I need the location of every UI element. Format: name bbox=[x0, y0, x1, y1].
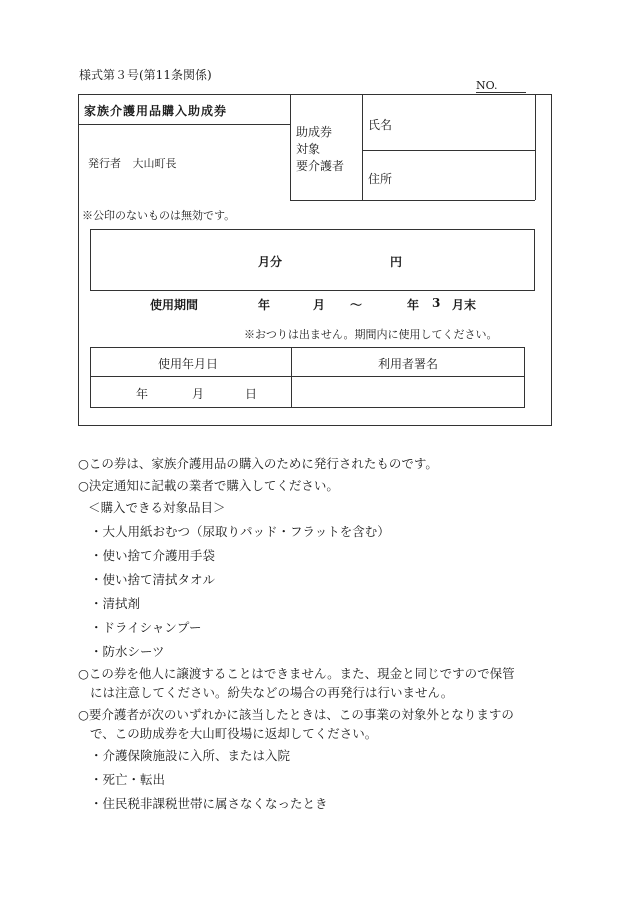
target-label-2: 対象 bbox=[296, 142, 321, 156]
month-label: 月分 bbox=[258, 255, 283, 269]
period-month-num: 3 bbox=[432, 296, 441, 310]
note-4-line-2: で、この助成券を大山町役場に返却してください。 bbox=[90, 726, 378, 741]
list-item: ・清拭剤 bbox=[90, 596, 141, 611]
issuer-label: 発行者 bbox=[88, 157, 121, 170]
period-end: 月末 bbox=[452, 298, 477, 312]
list-item: ・住民税非課税世帯に属さなくなったとき bbox=[90, 796, 328, 811]
note-3-line-1: ○この券を他人に譲渡することはできません。また、現金と同じですので保管 bbox=[78, 666, 515, 681]
date-day: 日 bbox=[245, 387, 258, 401]
divider bbox=[290, 200, 535, 201]
form-number: 様式第３号(第11条関係) bbox=[79, 68, 212, 82]
signature-header: 利用者署名 bbox=[378, 357, 439, 371]
divider bbox=[362, 150, 535, 151]
address-label: 住所 bbox=[368, 172, 393, 186]
change-note: ※おつりは出ません。期間内に使用してください。 bbox=[244, 328, 498, 341]
list-item: ・大人用紙おむつ（尿取りパッド・フラットを含む） bbox=[90, 524, 390, 539]
serial-label: NO. bbox=[476, 79, 498, 92]
period-year-1: 年 bbox=[258, 298, 271, 312]
date-month: 月 bbox=[192, 387, 205, 401]
target-label-1: 助成券 bbox=[296, 125, 333, 139]
issuer-name: 大山町長 bbox=[132, 157, 177, 170]
usage-table bbox=[90, 347, 525, 408]
list-item: ・防水シーツ bbox=[90, 644, 165, 659]
list-item: ・ドライシャンプー bbox=[90, 620, 202, 635]
issuer bbox=[88, 155, 177, 171]
divider bbox=[290, 94, 291, 200]
note-3-line-2: には注意してください。紛失などの場合の再発行は行いません。 bbox=[90, 685, 454, 700]
target-label-3: 要介護者 bbox=[296, 159, 345, 173]
divider bbox=[78, 124, 290, 125]
list-item: ・介護保険施設に入所、または入院 bbox=[90, 748, 291, 763]
name-label: 氏名 bbox=[368, 118, 393, 132]
note-1: ○この券は、家族介護用品の購入のために発行されたものです。 bbox=[78, 456, 438, 471]
period-tilde: ～ bbox=[350, 298, 363, 312]
list-item: ・死亡・転出 bbox=[90, 772, 166, 787]
period-label: 使用期間 bbox=[150, 298, 199, 312]
use-date-header: 使用年月日 bbox=[158, 357, 219, 371]
period-month-1: 月 bbox=[313, 298, 326, 312]
divider bbox=[90, 376, 525, 377]
amount-box bbox=[90, 229, 535, 291]
list-item: ・使い捨て介護用手袋 bbox=[90, 548, 216, 563]
items-header: ＜購入できる対象品目＞ bbox=[88, 500, 226, 515]
yen-label: 円 bbox=[390, 255, 403, 269]
divider bbox=[535, 94, 536, 200]
divider bbox=[362, 94, 363, 200]
divider bbox=[291, 347, 292, 408]
ticket-title: 家族介護用品購入助成券 bbox=[84, 104, 228, 118]
date-year: 年 bbox=[136, 387, 149, 401]
seal-note: ※公印のないものは無効です。 bbox=[82, 209, 236, 222]
note-4-line-1: ○要介護者が次のいずれかに該当したときは、この事業の対象外となりますの bbox=[78, 707, 514, 722]
period-year-2: 年 bbox=[407, 298, 420, 312]
serial-number-field bbox=[476, 80, 526, 93]
note-2: ○決定通知に記載の業者で購入してください。 bbox=[78, 478, 339, 493]
list-item: ・使い捨て清拭タオル bbox=[90, 572, 216, 587]
